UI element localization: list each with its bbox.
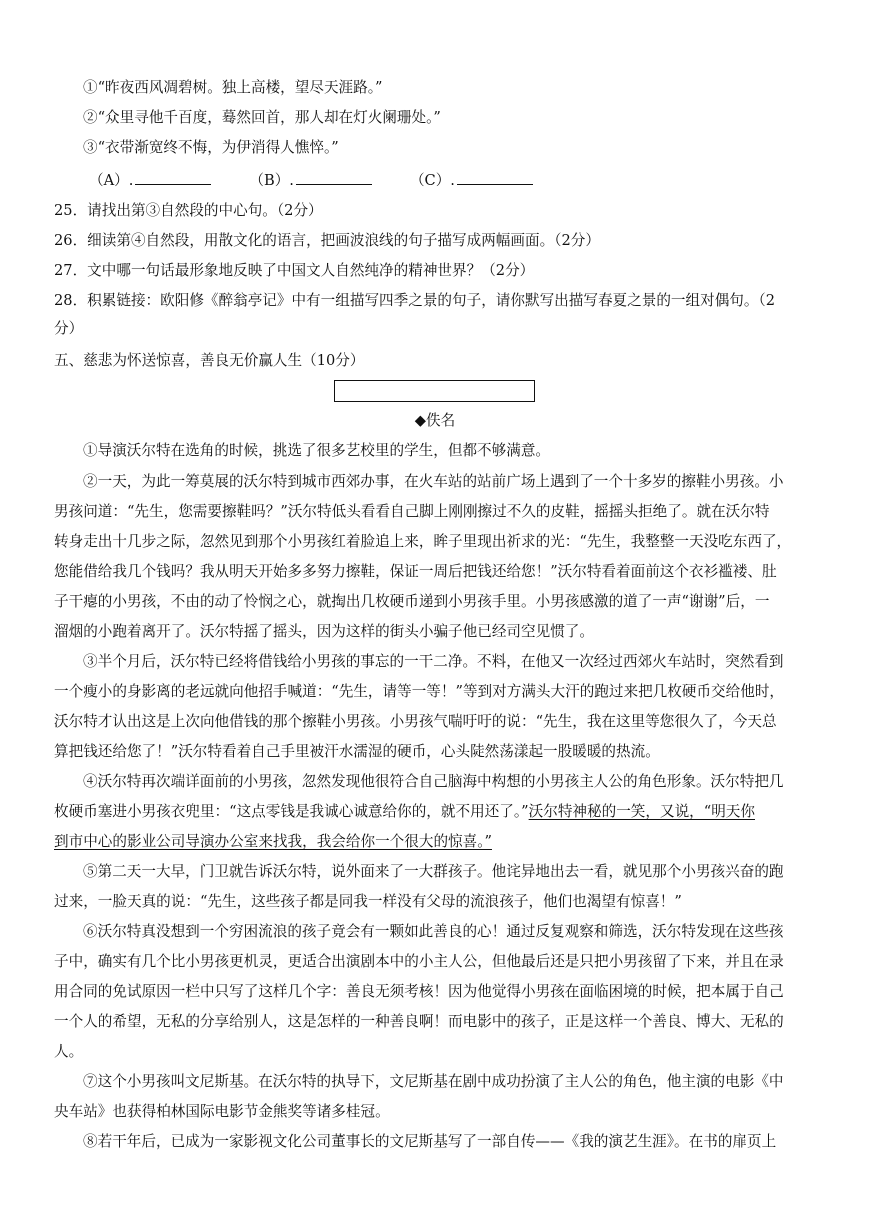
- article-line: 男孩问道：“先生，您需要擦鞋吗？”沃尔特低头看看自己脚上刚刚擦过不久的皮鞋，摇摇头拒绝了。就在沃尔特: [54, 503, 770, 520]
- article-line: ⑤第二天一大早，门卫就告诉沃尔特，说外面来了一大群孩子。他诧异地出去一看，就见那个小男孩兴奋的跑: [83, 863, 784, 880]
- article-line: 一个瘦小的身影离的老远就向他招手喊道：“先生，请等一等！”等到对方满头大汗的跑过来把几枚硬币交给他时，: [54, 683, 785, 700]
- poem-line-3: ③“衣带渐宽终不悔，为伊消得人憔悴。”: [83, 139, 339, 156]
- article-line: ④沃尔特再次端详面前的小男孩，忽然发现他很符合自己脑海中构想的小男孩主人公的角色形象。沃尔特把几: [83, 773, 784, 790]
- blank-a-label: （A）.: [89, 172, 134, 189]
- poem-line-2: ②“众里寻他千百度，蓦然回首，那人却在灯火阑珊处。”: [83, 109, 441, 126]
- article-line: 一个人的希望，无私的分享给别人，这是怎样的一种善良啊！而电影中的孩子，正是这样一个善良、博大、无私的: [54, 1013, 784, 1030]
- article-line: ②一天，为此一筹莫展的沃尔特到城市西郊办事，在火车站的站前广场上遇到了一个十多岁的擦鞋小男孩。小: [83, 473, 784, 490]
- article-text: 枚硬币塞进小男孩衣兜里：“这点零钱是我诚心诚意给你的，就不用还了。”: [54, 803, 529, 820]
- question-26: 26．细读第④自然段，用散文化的语言，把画波浪线的句子描写成两幅画面。（2分）: [54, 232, 600, 249]
- article-line: 人。: [54, 1043, 84, 1060]
- poem-line-1: ①“昨夜西风凋碧树。独上高楼，望尽天涯路。”: [83, 79, 383, 96]
- article-line: 转身走出十几步之际，忽然见到那个小男孩红着脸追上来，眸子里现出祈求的光：“先生，我整整一天没吃东西了，: [54, 533, 792, 550]
- blank-b-label: （B）.: [249, 172, 294, 189]
- question-25: 25．请找出第③自然段的中心句。（2分）: [54, 202, 323, 219]
- blank-c-label: （C）.: [409, 172, 455, 189]
- underlined-sentence: 到市中心的影业公司导演办公室来找我，我会给你一个很大的惊喜。”: [54, 833, 492, 850]
- question-28-line-1: 28．积累链接：欧阳修《醉翁亭记》中有一组描写四季之景的句子，请你默写出描写春夏之景的一组对偶句。（2: [54, 292, 776, 309]
- question-27: 27．文中哪一句话最形象地反映了中国文人自然纯净的精神世界？（2分）: [54, 262, 535, 279]
- article-line: ⑥沃尔特真没想到一个穷困流浪的孩子竟会有一颗如此善良的心！通过反复观察和筛选，沃尔特发现在这些孩: [83, 923, 784, 940]
- blank-a-line[interactable]: [135, 170, 211, 185]
- article-line: ⑦这个小男孩叫文尼斯基。在沃尔特的执导下，文尼斯基在剧中成功扮演了主人公的角色，他主演的电影《中: [83, 1073, 784, 1090]
- article-line: ⑧若干年后，已成为一家影视文化公司董事长的文尼斯基写了一部自传——《我的演艺生涯》。在书的扉页上: [83, 1133, 777, 1150]
- article-line: [54, 832, 492, 852]
- article-author: ◆佚名: [414, 412, 456, 429]
- article-line: 用合同的免试原因一栏中只写了这样几个字：善良无须考核！因为他觉得小男孩在面临困境的时候，把本属于自己: [54, 983, 784, 1000]
- article-line: [54, 802, 755, 822]
- underlined-sentence: 沃尔特神秘的一笑，又说，“明天你: [528, 803, 755, 820]
- question-28-line-2: 分）: [54, 320, 84, 337]
- section-heading: 五、慈悲为怀送惊喜，善良无价赢人生（10分）: [54, 352, 365, 369]
- article-line: 溜烟的小跑着离开了。沃尔特摇了摇头，因为这样的街头小骗子他已经司空见惯了。: [54, 623, 594, 640]
- article-line: 子中，确实有几个比小男孩更机灵，更适合出演剧本中的小主人公，但他最后还是只把小男孩留了下来，并且在录: [54, 953, 784, 970]
- article-line: 过来，一脸天真的说：“先生，这些孩子都是同我一样没有父母的流浪孩子，他们也渴望有惊喜！”: [54, 893, 682, 910]
- article-line: 您能借给我几个钱吗？我从明天开始多多努力擦鞋，保证一周后把钱还给您！”沃尔特看着面前这个衣衫褴褛、肚: [54, 563, 777, 580]
- article-line: 沃尔特才认出这是上次向他借钱的那个擦鞋小男孩。小男孩气喘吁吁的说：“先生，我在这里等您很久了，今天总: [54, 713, 777, 730]
- blank-b-line[interactable]: [296, 170, 372, 185]
- article-line: 子干瘪的小男孩，不由的动了怜悯之心，就掏出几枚硬币递到小男孩手里。小男孩感激的道了一声“谢谢”后，一: [54, 593, 770, 610]
- blank-c-line[interactable]: [457, 170, 533, 185]
- answer-blank-row: [89, 170, 533, 191]
- article-title-box[interactable]: [334, 380, 535, 402]
- article-line: 算把钱还给您了！”沃尔特看着自己手里被汗水濡湿的硬币，心头陡然荡漾起一股暖暖的热流。: [54, 743, 660, 760]
- article-line: ①导演沃尔特在选角的时候，挑选了很多艺校里的学生，但都不够满意。: [83, 442, 551, 459]
- article-line: ③半个月后，沃尔特已经将借钱给小男孩的事忘的一干二净。不料，在他又一次经过西郊火车站时，突然看到: [83, 653, 784, 670]
- article-line: 央车站》也获得柏林国际电影节金熊奖等诸多桂冠。: [54, 1103, 390, 1120]
